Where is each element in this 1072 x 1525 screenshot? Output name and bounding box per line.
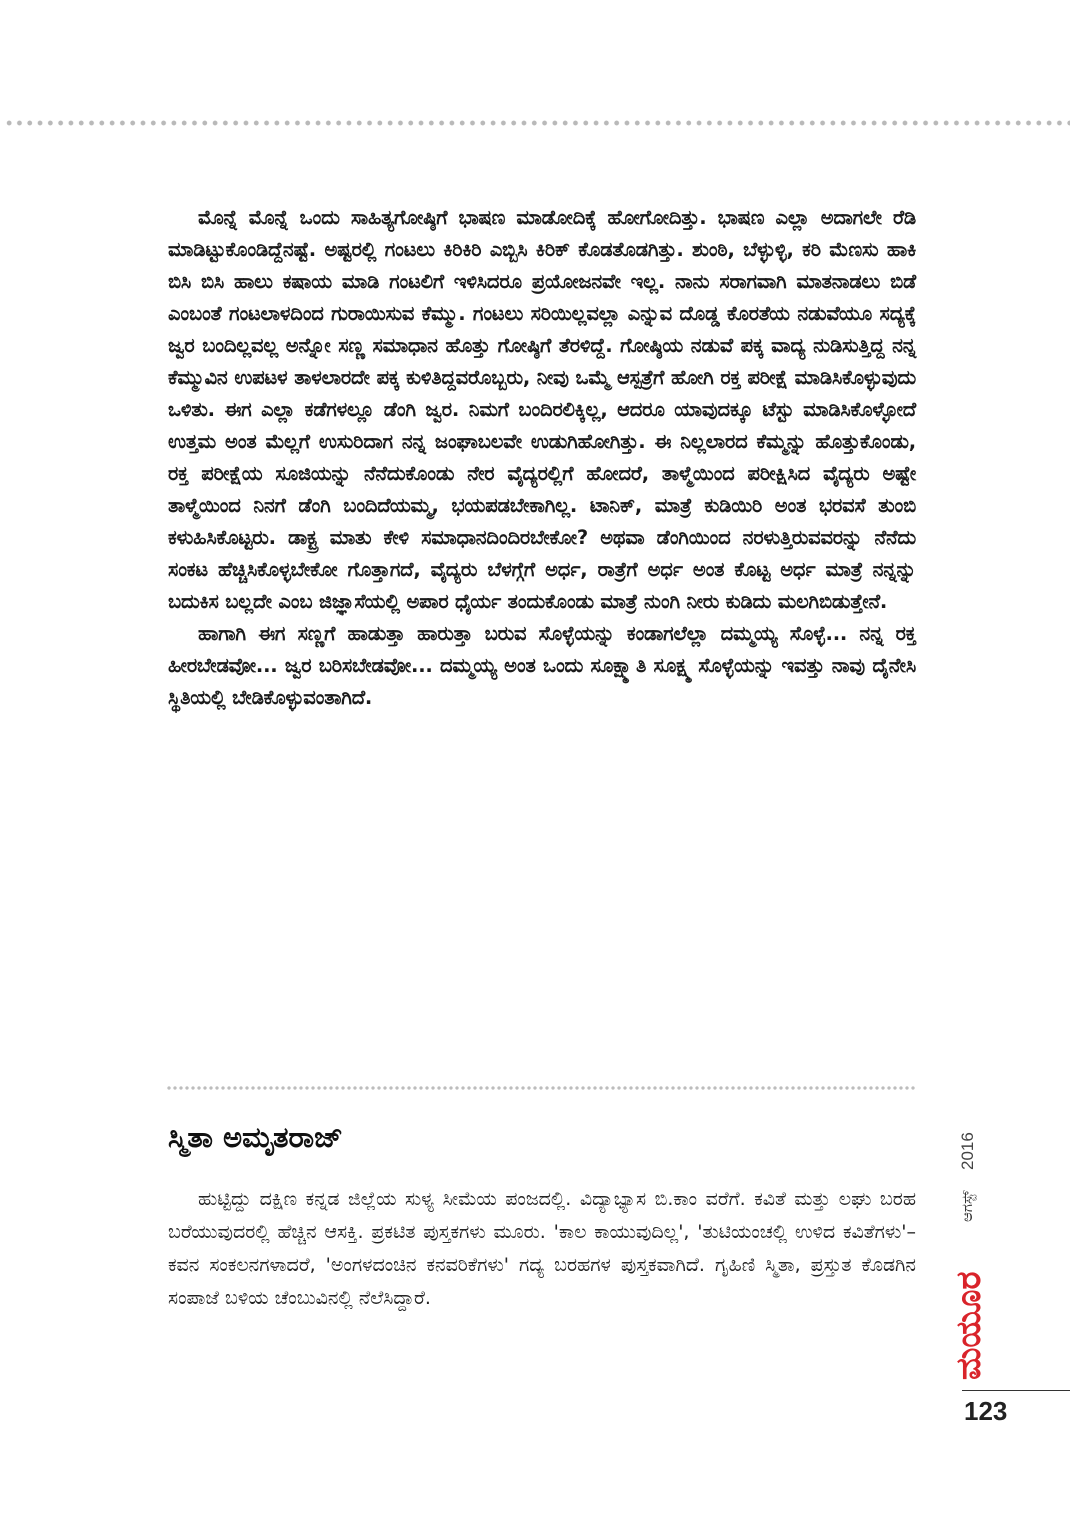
essay-body xyxy=(168,202,916,714)
top-dotted-rule xyxy=(4,119,1070,127)
section-dotted-divider xyxy=(166,1085,916,1091)
essay-paragraph-1: ಮೊನ್ನೆ ಮೊನ್ನೆ ಒಂದು ಸಾಹಿತ್ಯಗೋಷ್ಠಿಗೆ ಭಾಷಣ ಮಾಡೋದಿಕ್ಕೆ ಹೋಗೋದಿತ್ತು. ಭಾಷಣ ಎಲ್ಲಾ ಅದಾಗಲೇ ರೆಡಿ ಮಾಡಿಟ್ಟುಕೊಂಡಿದ್ದೆನಷ್ಟೆ. ಅಷ್ಟರಲ್ಲಿ ಗಂಟಲು ಕಿರಿಕಿರಿ ಎಬ್ಬಿಸಿ ಕಿರಿಕ್ ಕೊಡತೊಡಗಿತ್ತು. ಶುಂಠಿ, ಬೆಳ್ಳುಳ್ಳಿ, ಕರಿ ಮೆಣಸು ಹಾಕಿ ಬಿಸಿ ಬಿಸಿ ಹಾಲು ಕಷಾಯ ಮಾಡಿ ಗಂಟಲಿಗೆ ಇಳಿಸಿದರೂ ಪ್ರಯೋಜನವೇ ಇಲ್ಲ. ನಾನು ಸರಾಗವಾಗಿ ಮಾತನಾಡಲು ಬಿಡೆ ಎಂಬಂತೆ ಗಂಟಲಾಳದಿಂದ ಗುರಾಯಿಸುವ ಕೆಮ್ಮು. ಗಂಟಲು ಸರಿಯಿಲ್ಲವಲ್ಲಾ ಎನ್ನುವ ದೊಡ್ಡ ಕೊರತೆಯ ನಡುವೆಯೂ ಸದ್ಯಕ್ಕೆ ಜ್ವರ ಬಂದಿಲ್ಲವಲ್ಲ ಅನ್ನೋ ಸಣ್ಣ ಸಮಾಧಾನ ಹೊತ್ತು ಗೋಷ್ಠಿಗೆ ತೆರಳಿದ್ದೆ. ಗೋಷ್ಠಿಯ ನಡುವೆ ಪಕ್ಕ ವಾದ್ಯ ನುಡಿಸುತ್ತಿದ್ದ ನನ್ನ ಕೆಮ್ಮುವಿನ ಉಪಟಳ ತಾಳಲಾರದೇ ಪಕ್ಕ ಕುಳಿತಿದ್ದವರೊಬ್ಬರು, ನೀವು ಒಮ್ಮೆ ಆಸ್ಪತ್ರೆಗೆ ಹೋಗಿ ರಕ್ತ ಪರೀಕ್ಷೆ ಮಾಡಿಸಿಕೊಳ್ಳುವುದು ಒಳಿತು. ಈಗ ಎಲ್ಲಾ ಕಡೆಗಳಲ್ಲೂ ಡೆಂಗಿ ಜ್ವರ. ನಿಮಗೆ ಬಂದಿರಲಿಕ್ಕಿಲ್ಲ, ಆದರೂ ಯಾವುದಕ್ಕೂ ಟೆಸ್ಟು ಮಾಡಿಸಿಕೊಳ್ಳೋದೆ ಉತ್ತಮ ಅಂತ ಮೆಲ್ಲಗೆ ಉಸುರಿದಾಗ ನನ್ನ ಜಂಘಾಬಲವೇ ಉಡುಗಿಹೋಗಿತ್ತು. ಈ ನಿಲ್ಲಲಾರದ ಕೆಮ್ಮನ್ನು ಹೊತ್ತುಕೊಂಡು, ರಕ್ತ ಪರೀಕ್ಷೆಯ ಸೂಜಿಯನ್ನು ನೆನೆದುಕೊಂಡು ನೇರ ವೈದ್ಯರಲ್ಲಿಗೆ ಹೋದರೆ, ತಾಳ್ಮೆಯಿಂದ ಪರೀಕ್ಷಿಸಿದ ವೈದ್ಯರು ಅಷ್ಟೇ ತಾಳ್ಮೆಯಿಂದ ನಿನಗೆ ಡೆಂಗಿ ಬಂದಿದೆಯಮ್ಮ, ಭಯಪಡಬೇಕಾಗಿಲ್ಲ. ಟಾನಿಕ್, ಮಾತ್ರೆ ಕುಡಿಯಿರಿ ಅಂತ ಭರವಸೆ ತುಂಬಿ ಕಳುಹಿಸಿಕೊಟ್ಟರು. ಡಾಕ್ಟ್ರ ಮಾತು ಕೇಳಿ ಸಮಾಧಾನದಿಂದಿರಬೇಕೋ? ಅಥವಾ ಡೆಂಗಿಯಿಂದ ನರಳುತ್ತಿರುವವರನ್ನು ನೆನೆದು ಸಂಕಟ ಹೆಚ್ಚಿಸಿಕೊಳ್ಳಬೇಕೋ ಗೊತ್ತಾಗದೆ, ವೈದ್ಯರು ಬೆಳಗ್ಗೆಗೆ ಅರ್ಧ, ರಾತ್ರೆಗೆ ಅರ್ಧ ಅಂತ ಕೊಟ್ಟ ಅರ್ಧ ಮಾತ್ರೆ ನನ್ನನ್ನು ಬದುಕಿಸ ಬಲ್ಲದೇ ಎಂಬ ಜಿಜ್ಞಾಸೆಯಲ್ಲಿ ಅಪಾರ ಧೈರ್ಯ ತಂದುಕೊಂಡು ಮಾತ್ರೆ ನುಂಗಿ ನೀರು ಕುಡಿದು ಮಲಗಿಬಿಡುತ್ತೇನೆ. xyxy=(168,206,916,613)
author-name: ಸ್ಮಿತಾ ಅಮೃತರಾಜ್ xyxy=(168,1120,343,1154)
essay-paragraph-2: ಹಾಗಾಗಿ ಈಗ ಸಣ್ಣಗೆ ಹಾಡುತ್ತಾ ಹಾರುತ್ತಾ ಬರುವ ಸೊಳ್ಳೆಯನ್ನು ಕಂಡಾಗಲೆಲ್ಲಾ ದಮ್ಮಯ್ಯ ಸೊಳ್ಳೆ... ನನ್ನ ರಕ್ತ ಹೀರಬೇಡವೋ... ಜ್ವರ ಬರಿಸಬೇಡವೋ... ದಮ್ಮಯ್ಯ ಅಂತ ಒಂದು ಸೂಕ್ಷ್ಮಾತಿ ಸೂಕ್ಷ್ಮ ಸೊಳ್ಳೆಯನ್ನು ಇವತ್ತು ನಾವು ದೈನೇಸಿ ಸ್ಥಿತಿಯಲ್ಲಿ ಬೇಡಿಕೊಳ್ಳುವಂತಾಗಿದೆ. xyxy=(168,622,916,709)
author-bio-text: ಹುಟ್ಟಿದ್ದು ದಕ್ಷಿಣ ಕನ್ನಡ ಜಿಲ್ಲೆಯ ಸುಳ್ಯ ಸೀಮೆಯ ಪಂಜದಲ್ಲಿ. ವಿದ್ಯಾಭ್ಯಾಸ ಬಿ.ಕಾಂ ವರೆಗೆ. ಕವಿತೆ ಮತ್ತು ಲಘು ಬರಹ ಬರೆಯುವುದರಲ್ಲಿ ಹೆಚ್ಚಿನ ಆಸಕ್ತಿ. ಪ್ರಕಟಿತ ಪುಸ್ತಕಗಳು ಮೂರು. 'ಕಾಲ ಕಾಯುವುದಿಲ್ಲ', 'ತುಟಿಯಂಚಲ್ಲಿ ಉಳಿದ ಕವಿತೆಗಳು'–ಕವನ ಸಂಕಲನಗಳಾದರೆ, 'ಅಂಗಳದಂಚಿನ ಕನವರಿಕೆಗಳು' ಗದ್ಯ ಬರಹಗಳ ಪುಸ್ತಕವಾಗಿದೆ. ಗೃಹಿಣಿ ಸ್ಮಿತಾ, ಪ್ರಸ್ತುತ ಕೊಡಗಿನ ಸಂಪಾಜೆ ಬಳಿಯ ಚೆಂಬುವಿನಲ್ಲಿ ನೆಲೆಸಿದ್ದಾರೆ. xyxy=(168,1188,916,1309)
magazine-side-label xyxy=(942,1118,992,1386)
issue-year: 2016 xyxy=(958,1132,977,1170)
page-number: 123 xyxy=(964,1396,1008,1426)
author-bio xyxy=(168,1183,916,1315)
magazine-name: ಮಯೂರ xyxy=(949,1271,989,1380)
side-label-graphic xyxy=(942,1118,992,1386)
issue-month: ಆಗಸ್ಟ್ xyxy=(958,1190,976,1222)
page-number-rule xyxy=(962,1390,1070,1391)
